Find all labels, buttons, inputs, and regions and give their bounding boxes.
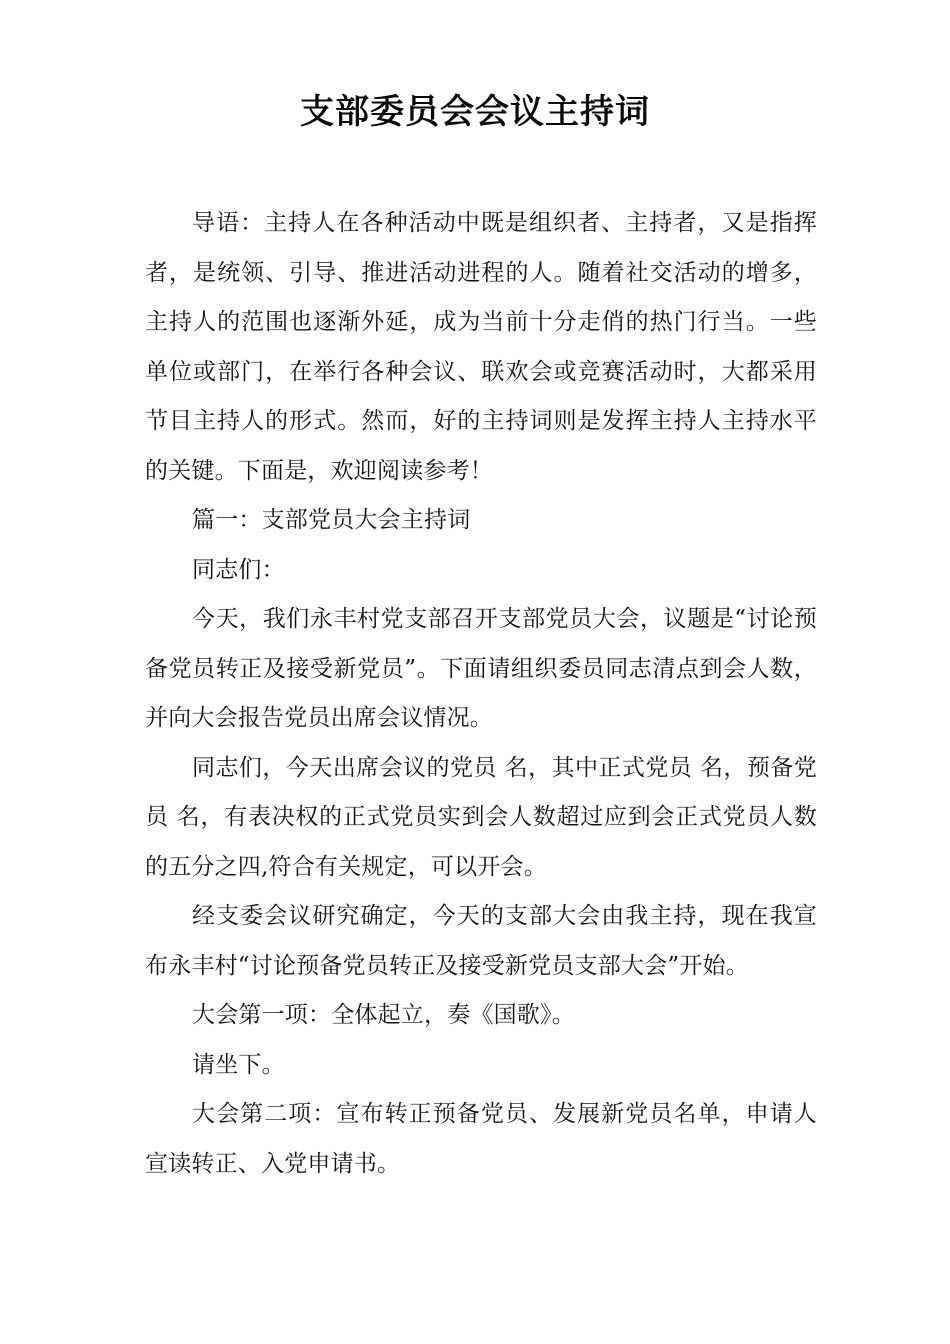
document-title: 支部委员会会议主持词 xyxy=(300,92,650,132)
paragraph-item-two: 大会第二项：宣布转正预备党员、发展新党员名单，申请人宣读转正、入党申请书。 xyxy=(145,1101,817,1177)
paragraph-meeting-opening: 经支委会议研究确定，今天的支部大会由我主持，现在我宣布永丰村“讨论预备党员转正及接受新党员支部大会”开始。 xyxy=(145,903,817,979)
paragraph-salutation: 同志们： xyxy=(192,556,285,583)
paragraph-intro: 导语：主持人在各种活动中既是组织者、主持者，又是指挥者，是统领、引导、推进活动进程的人。随着社交活动的增多，主持人的范围也逐渐外延，成为当前十分走俏的热门行当。一些单位或部门，在举行各种会议、联欢会或竞赛活动时，大都采用节目主持人的形式。然而，好的主持词则是发挥主持人主持水平的关键。下面是，欢迎阅读参考！ xyxy=(145,210,817,484)
paragraph-section-heading: 篇一：支部党员大会主持词 xyxy=(192,507,471,533)
paragraph-item-one: 大会第一项：全体起立，奏《国歌》。 xyxy=(192,1002,575,1028)
paragraph-agenda-announcement: 今天，我们永丰村党支部召开支部党员大会，议题是“讨论预备党员转正及接受新党员”。下面请组织委员同志清点到会人数，并向大会报告党员出席会议情况。 xyxy=(145,606,817,731)
paragraph-attendance-report: 同志们，今天出席会议的党员 名，其中正式党员 名，预备党员 名，有表决权的正式党员实到会人数超过应到会正式党员人数的五分之四,符合有关规定，可以开会。 xyxy=(145,754,817,880)
document-body xyxy=(145,199,817,1189)
paragraph-please-sit: 请坐下。 xyxy=(192,1051,285,1078)
